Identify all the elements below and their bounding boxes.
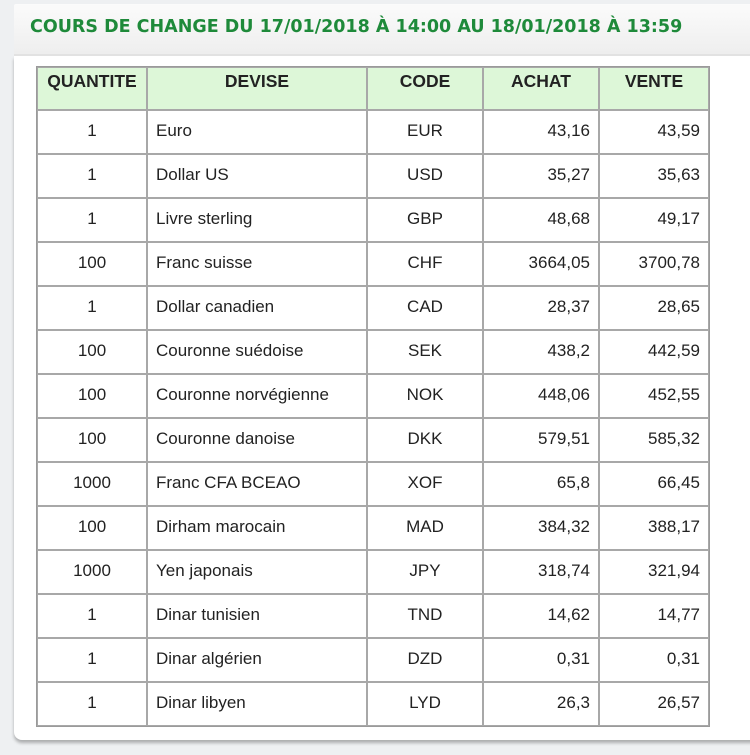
cell-devise: Couronne suédoise [147, 330, 367, 374]
table-row [37, 682, 709, 726]
cell-quantite: 1 [37, 198, 147, 242]
cell-vente: 49,17 [599, 198, 709, 242]
cell-quantite: 100 [37, 374, 147, 418]
cell-devise: Dollar US [147, 154, 367, 198]
table-row [37, 154, 709, 198]
cell-vente: 0,31 [599, 638, 709, 682]
cell-quantite: 100 [37, 506, 147, 550]
cell-quantite: 1 [37, 638, 147, 682]
column-header-vente: VENTE [599, 67, 709, 110]
cell-code: EUR [367, 110, 483, 154]
table-row [37, 638, 709, 682]
cell-quantite: 1 [37, 594, 147, 638]
cell-achat: 3664,05 [483, 242, 599, 286]
cell-code: GBP [367, 198, 483, 242]
cell-code: TND [367, 594, 483, 638]
cell-devise: Livre sterling [147, 198, 367, 242]
cell-code: SEK [367, 330, 483, 374]
cell-vente: 14,77 [599, 594, 709, 638]
cell-achat: 43,16 [483, 110, 599, 154]
cell-vente: 35,63 [599, 154, 709, 198]
cell-vente: 43,59 [599, 110, 709, 154]
cell-achat: 579,51 [483, 418, 599, 462]
page-title: COURS DE CHANGE DU 17/01/2018 À 14:00 AU 18/01/2018 À 13:59 [30, 17, 683, 37]
column-header-quantite: QUANTITE [37, 67, 147, 110]
cell-devise: Dirham marocain [147, 506, 367, 550]
cell-quantite: 1 [37, 286, 147, 330]
cell-devise: Couronne danoise [147, 418, 367, 462]
column-header-code: CODE [367, 67, 483, 110]
cell-code: CHF [367, 242, 483, 286]
cell-code: XOF [367, 462, 483, 506]
cell-devise: Franc CFA BCEAO [147, 462, 367, 506]
panel-header [14, 4, 750, 56]
cell-devise: Yen japonais [147, 550, 367, 594]
column-header-achat: ACHAT [483, 67, 599, 110]
cell-achat: 65,8 [483, 462, 599, 506]
cell-vente: 442,59 [599, 330, 709, 374]
cell-code: LYD [367, 682, 483, 726]
cell-code: CAD [367, 286, 483, 330]
cell-achat: 14,62 [483, 594, 599, 638]
cell-quantite: 1 [37, 110, 147, 154]
cell-vente: 3700,78 [599, 242, 709, 286]
table-row [37, 594, 709, 638]
cell-vente: 452,55 [599, 374, 709, 418]
table-row [37, 374, 709, 418]
cell-devise: Franc suisse [147, 242, 367, 286]
column-header-devise: DEVISE [147, 67, 367, 110]
cell-vente: 585,32 [599, 418, 709, 462]
table-row [37, 242, 709, 286]
cell-devise: Dollar canadien [147, 286, 367, 330]
cell-vente: 321,94 [599, 550, 709, 594]
cell-vente: 66,45 [599, 462, 709, 506]
cell-code: MAD [367, 506, 483, 550]
cell-quantite: 1 [37, 682, 147, 726]
cell-vente: 28,65 [599, 286, 709, 330]
table-row [37, 506, 709, 550]
exchange-rates-table [36, 66, 710, 727]
exchange-rates-panel [14, 0, 750, 740]
table-row [37, 286, 709, 330]
table-row [37, 462, 709, 506]
rates-card [14, 56, 750, 740]
cell-quantite: 1000 [37, 462, 147, 506]
cell-achat: 35,27 [483, 154, 599, 198]
table-row [37, 418, 709, 462]
cell-quantite: 100 [37, 330, 147, 374]
cell-achat: 26,3 [483, 682, 599, 726]
table-row [37, 550, 709, 594]
cell-code: JPY [367, 550, 483, 594]
cell-code: NOK [367, 374, 483, 418]
table-row [37, 330, 709, 374]
cell-achat: 318,74 [483, 550, 599, 594]
cell-achat: 48,68 [483, 198, 599, 242]
cell-achat: 28,37 [483, 286, 599, 330]
cell-code: DKK [367, 418, 483, 462]
cell-quantite: 1 [37, 154, 147, 198]
cell-vente: 388,17 [599, 506, 709, 550]
table-row [37, 110, 709, 154]
cell-devise: Dinar tunisien [147, 594, 367, 638]
cell-vente: 26,57 [599, 682, 709, 726]
cell-devise: Dinar libyen [147, 682, 367, 726]
cell-devise: Couronne norvégienne [147, 374, 367, 418]
cell-achat: 384,32 [483, 506, 599, 550]
cell-devise: Dinar algérien [147, 638, 367, 682]
cell-quantite: 1000 [37, 550, 147, 594]
cell-code: DZD [367, 638, 483, 682]
cell-quantite: 100 [37, 242, 147, 286]
cell-achat: 448,06 [483, 374, 599, 418]
cell-devise: Euro [147, 110, 367, 154]
table-header-row [37, 67, 709, 110]
cell-achat: 0,31 [483, 638, 599, 682]
cell-quantite: 100 [37, 418, 147, 462]
cell-achat: 438,2 [483, 330, 599, 374]
cell-code: USD [367, 154, 483, 198]
table-row [37, 198, 709, 242]
